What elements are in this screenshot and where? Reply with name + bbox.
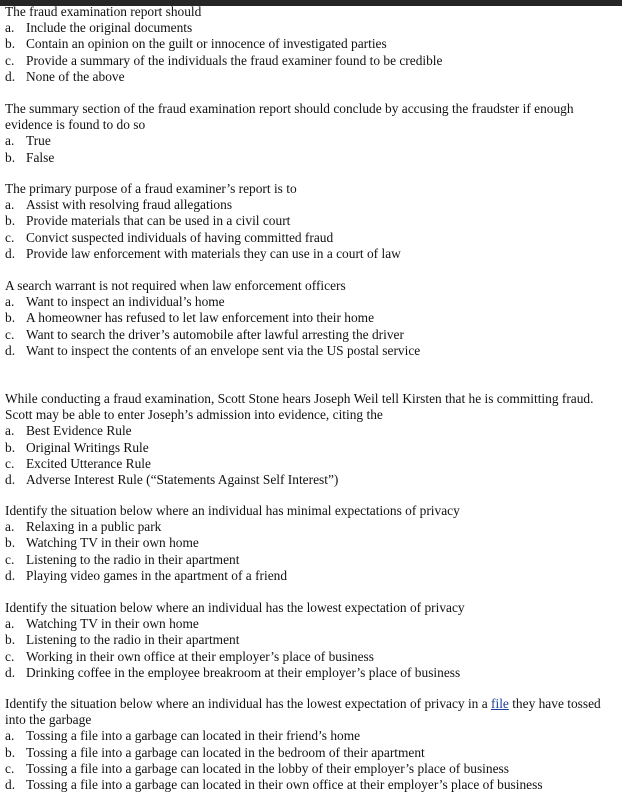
question-stem: While conducting a fraud examination, Scott Stone hears Joseph Weil tell Kirsten that he is committing fraud. Scott may be able to enter Joseph’s admission into evidence, citing the: [5, 391, 594, 423]
option-letter: d.: [5, 245, 16, 261]
stem-text-after: they have tossed into the garbage: [5, 696, 601, 728]
option-letter: b.: [5, 149, 16, 165]
option-text: Listening to the radio in their apartment: [26, 632, 240, 648]
answer-option[interactable]: [5, 456, 617, 472]
question-6: [5, 503, 617, 584]
answer-option[interactable]: [5, 294, 617, 310]
answer-option[interactable]: [5, 472, 617, 488]
option-letter: b.: [5, 439, 16, 455]
question-7: [5, 600, 617, 681]
option-text: False: [26, 149, 55, 165]
file-link[interactable]: file: [491, 696, 509, 711]
option-text: None of the above: [26, 68, 125, 84]
answer-option[interactable]: [5, 343, 617, 359]
question-stem: The primary purpose of a fraud examiner’s report is to: [5, 181, 297, 196]
option-letter: a.: [5, 133, 15, 149]
option-text: Want to inspect the contents of an envelope sent via the US postal service: [26, 342, 421, 358]
answer-option[interactable]: [5, 36, 617, 52]
answer-option[interactable]: [5, 745, 617, 761]
option-letter: b.: [5, 535, 16, 551]
answer-option[interactable]: [5, 552, 617, 568]
option-letter: a.: [5, 728, 15, 744]
answer-option[interactable]: [5, 535, 617, 551]
answer-option[interactable]: [5, 632, 617, 648]
question-stem: The summary section of the fraud examination report should conclude by accusing the fraudster if enough evidence is found to do so: [5, 101, 574, 133]
option-letter: a.: [5, 20, 15, 36]
question-4: [5, 278, 617, 359]
option-letter: c.: [5, 551, 15, 567]
option-text: Tossing a file into a garbage can located in the lobby of their employer’s place of business: [26, 760, 509, 776]
answer-option[interactable]: [5, 246, 617, 262]
option-text: Tossing a file into a garbage can located in their own office at their employer’s place of business: [26, 777, 543, 793]
option-text: Convict suspected individuals of having committed fraud: [26, 229, 334, 245]
option-text: True: [26, 133, 51, 149]
answer-option[interactable]: [5, 616, 617, 632]
option-text: Watching TV in their own home: [26, 535, 199, 551]
option-text: Best Evidence Rule: [26, 423, 132, 439]
option-letter: a.: [5, 197, 15, 213]
question-stem: The fraud examination report should: [5, 4, 202, 19]
option-text: Assist with resolving fraud allegations: [26, 197, 233, 213]
answer-option[interactable]: [5, 423, 617, 439]
question-1: [5, 4, 617, 85]
answer-option[interactable]: [5, 761, 617, 777]
option-letter: b.: [5, 213, 16, 229]
option-letter: d.: [5, 664, 16, 680]
answer-option[interactable]: [5, 327, 617, 343]
option-text: Provide materials that can be used in a civil court: [26, 213, 291, 229]
option-letter: d.: [5, 472, 16, 488]
option-letter: a.: [5, 519, 15, 535]
option-letter: a.: [5, 616, 15, 632]
option-text: Want to inspect an individual’s home: [26, 294, 225, 310]
option-text: Working in their own office at their employer’s place of business: [26, 648, 374, 664]
answer-option[interactable]: [5, 133, 617, 149]
option-letter: d.: [5, 68, 16, 84]
answer-option[interactable]: [5, 665, 617, 681]
question-stem: A search warrant is not required when law enforcement officers: [5, 278, 346, 293]
answer-option[interactable]: [5, 230, 617, 246]
option-text: Playing video games in the apartment of a friend: [26, 567, 288, 583]
option-letter: b.: [5, 744, 16, 760]
option-letter: b.: [5, 310, 16, 326]
option-text: Listening to the radio in their apartment: [26, 551, 240, 567]
option-letter: d.: [5, 777, 16, 793]
question-5: [5, 391, 617, 488]
option-letter: d.: [5, 342, 16, 358]
answer-option[interactable]: [5, 310, 617, 326]
stem-text-before: Identify the situation below where an individual has the lowest expectation of privacy in a: [5, 696, 492, 711]
question-3: [5, 181, 617, 262]
option-letter: a.: [5, 423, 15, 439]
option-text: A homeowner has refused to let law enforcement into their home: [26, 310, 375, 326]
option-letter: d.: [5, 567, 16, 583]
option-text: Watching TV in their own home: [26, 616, 199, 632]
question-stem: Identify the situation below where an individual has the lowest expectation of privacy: [5, 600, 465, 615]
option-letter: c.: [5, 326, 15, 342]
option-text: Excited Utterance Rule: [26, 455, 151, 471]
answer-option[interactable]: [5, 53, 617, 69]
option-text: Provide a summary of the individuals the fraud examiner found to be credible: [26, 52, 443, 68]
option-letter: c.: [5, 229, 15, 245]
question-stem: [5, 696, 617, 728]
answer-option[interactable]: [5, 519, 617, 535]
option-text: Drinking coffee in the employee breakroom at their employer’s place of business: [26, 664, 461, 680]
option-text: Contain an opinion on the guilt or innocence of investigated parties: [26, 36, 387, 52]
option-text: Provide law enforcement with materials they can use in a court of law: [26, 245, 401, 261]
answer-option[interactable]: [5, 649, 617, 665]
answer-option[interactable]: [5, 69, 617, 85]
answer-option[interactable]: [5, 568, 617, 584]
answer-option[interactable]: [5, 197, 617, 213]
question-2: [5, 101, 617, 166]
question-8: [5, 696, 617, 793]
option-text: Include the original documents: [26, 20, 193, 36]
option-letter: c.: [5, 455, 15, 471]
answer-option[interactable]: [5, 150, 617, 166]
option-letter: a.: [5, 294, 15, 310]
option-text: Want to search the driver’s automobile after lawful arresting the driver: [26, 326, 404, 342]
option-text: Tossing a file into a garbage can located in the bedroom of their apartment: [26, 744, 425, 760]
option-text: Original Writings Rule: [26, 439, 149, 455]
question-stem: Identify the situation below where an individual has minimal expectations of privacy: [5, 503, 460, 518]
option-text: Tossing a file into a garbage can located in their friend’s home: [26, 728, 361, 744]
answer-option[interactable]: [5, 213, 617, 229]
option-letter: c.: [5, 648, 15, 664]
answer-option[interactable]: [5, 777, 617, 793]
option-letter: b.: [5, 632, 16, 648]
option-text: Relaxing in a public park: [26, 519, 162, 535]
option-letter: c.: [5, 760, 15, 776]
answer-option[interactable]: [5, 20, 617, 36]
answer-option[interactable]: [5, 728, 617, 744]
option-letter: c.: [5, 52, 15, 68]
option-letter: b.: [5, 36, 16, 52]
option-text: Adverse Interest Rule (“Statements Against Self Interest”): [26, 472, 339, 488]
answer-option[interactable]: [5, 440, 617, 456]
